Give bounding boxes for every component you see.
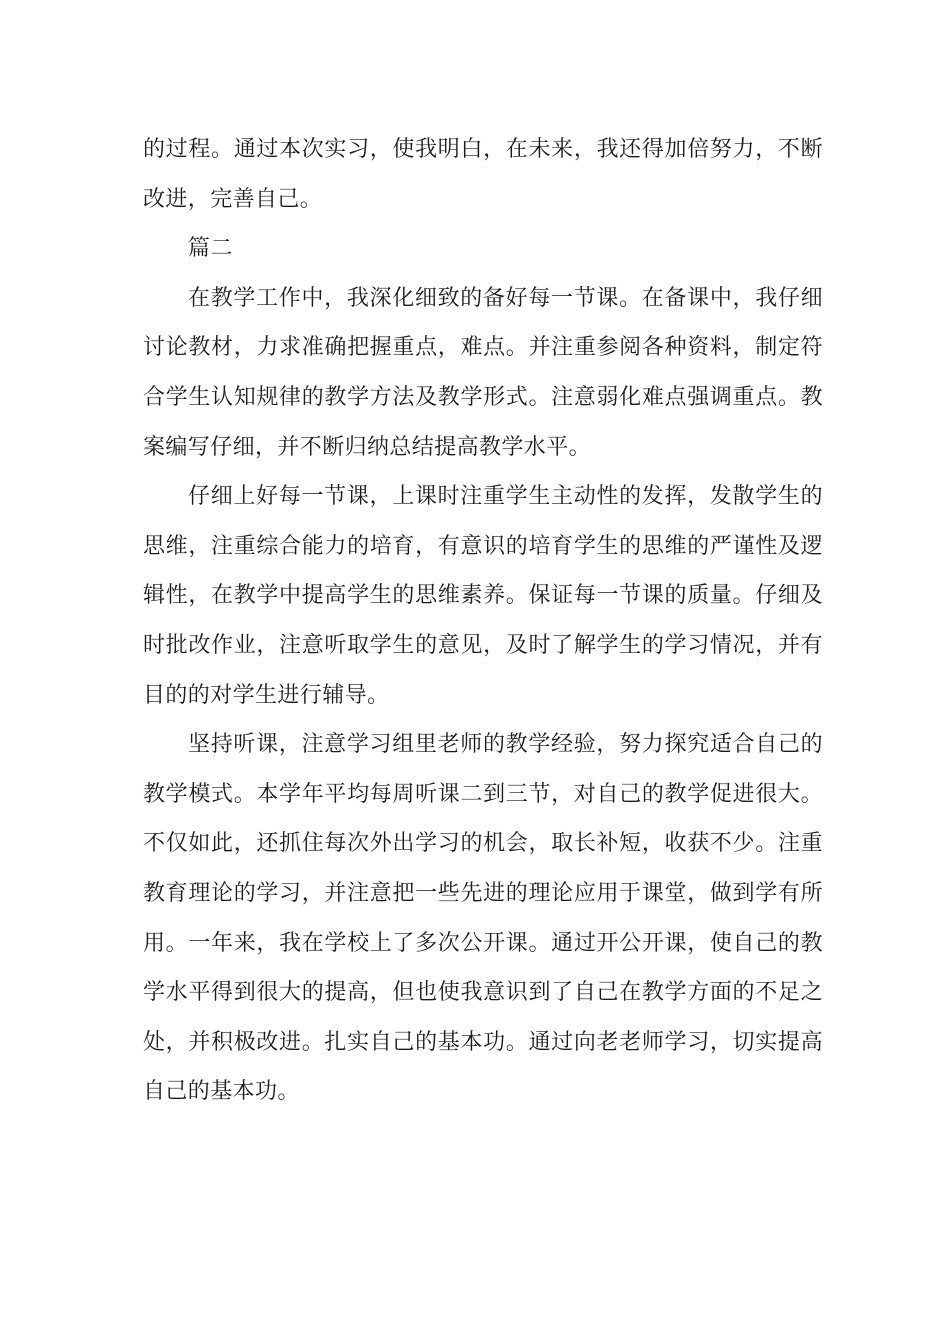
paragraph-continuation: 的过程。通过本次实习，使我明白，在未来，我还得加倍努力，不断改进，完善自己。 bbox=[143, 137, 823, 212]
document-page bbox=[143, 125, 823, 1117]
paragraph-teaching: 仔细上好每一节课，上课时注重学生主动性的发挥，发散学生的思维，注重综合能力的培育，有意识的培育学生的思维的严谨性及逻辑性，在教学中提高学生的思维素养。保证每一节课的质量。仔细及时批改作业，注意听取学生的意见，及时了解学生的学习情况，并有目的的对学生进行辅导。 bbox=[143, 484, 823, 708]
paragraph-lesson-prep: 在教学工作中，我深化细致的备好每一节课。在备课中，我仔细讨论教材，力求准确把握重点，难点。并注重参阅各种资料，制定符合学生认知规律的教学方法及教学形式。注意弱化难点强调重点。教案编写仔细，并不断归纳总结提高教学水平。 bbox=[143, 285, 823, 460]
paragraph-observation: 坚持听课，注意学习组里老师的教学经验，努力探究适合自己的教学模式。本学年平均每周听课二到三节，对自己的教学促进很大。不仅如此，还抓住每次外出学习的机会，取长补短，收获不少。注重教育理论的学习，并注意把一些先进的理论应用于课堂，做到学有所用。一年来，我在学校上了多次公开课。通过开公开课，使自己的教学水平得到很大的提高，但也使我意识到了自己在教学方面的不足之处，并积极改进。扎实自己的基本功。通过向老老师学习，切实提高自己的基本功。 bbox=[143, 732, 823, 1105]
section-heading: 篇二 bbox=[188, 236, 233, 262]
